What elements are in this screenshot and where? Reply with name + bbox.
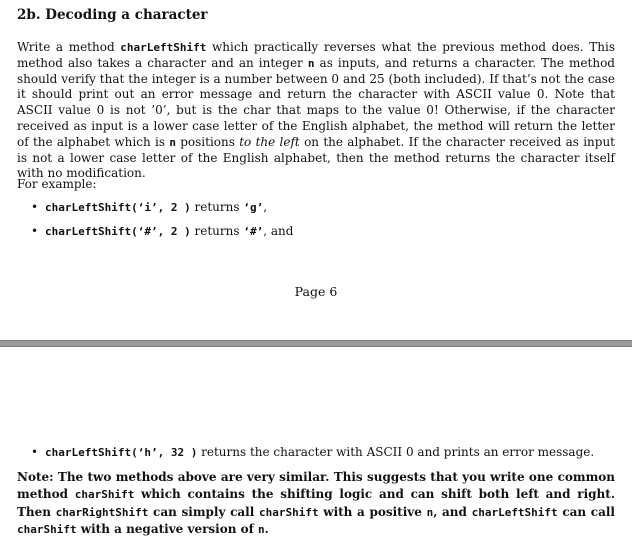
- text: Note: The two methods above are very similar. This suggests that you write one common method: [17, 470, 615, 501]
- text: on the alphabet. If the character received as input is not a lower case letter of the English alphabet, then the method returns the character itself with no modification.: [17, 134, 616, 181]
- code-result: ‘#’: [243, 225, 264, 238]
- text: can simply call: [148, 504, 259, 519]
- note-paragraph: [17, 469, 615, 539]
- text: as inputs, and returns a character. The method should verify that the integer is a number between 0 and 25 (both included). If that’s not the case it should print out an error message and return the character with ASCII value 0. Note that ASCII value 0 is not ’0’, but is the char that maps to the value 0! Otherwise, if the character received as input is a lower case letter of the English alphabet, the method will return the letter of the alphabet which is: [17, 55, 615, 149]
- code-method-name: charLeftShift: [120, 41, 207, 54]
- page-number: Page 6: [294, 284, 338, 299]
- text: which contains the shifting logic and can shift both left and right. Then: [17, 486, 615, 519]
- code-var: n: [307, 56, 315, 70]
- text: , and: [433, 504, 472, 519]
- text: .: [264, 522, 269, 537]
- code-var: n: [169, 135, 176, 149]
- code-method-name: charLeftShift: [471, 505, 558, 519]
- code-method-name: charRightShift: [55, 505, 149, 519]
- code-example: charLeftShift(‘#’, 2 ): [45, 225, 191, 238]
- code-method-name: charShift: [258, 505, 319, 519]
- code-result: ‘g’: [243, 201, 264, 214]
- list-item: [31, 445, 594, 459]
- text: returns: [190, 200, 244, 214]
- bullet-icon: •: [31, 224, 39, 238]
- code-var: n: [257, 523, 265, 537]
- code-example: charLeftShift(‘i’, 2 ): [45, 201, 191, 214]
- text: which practically reverses what the previous method does. This method also takes a character and an integer: [17, 40, 616, 70]
- code-method-name: charShift: [74, 487, 135, 501]
- text: returns the character with ASCII 0 and prints an error message.: [197, 445, 595, 459]
- list-item: [31, 200, 267, 214]
- text: with a negative version of: [76, 522, 258, 537]
- code-example: charLeftShift(‘h’, 32 ): [45, 446, 198, 459]
- code-method-name: charShift: [17, 523, 77, 537]
- page-separator: [0, 340, 632, 347]
- emphasis: to the left: [239, 134, 300, 149]
- description-paragraph: [17, 40, 615, 182]
- section-heading: 2b. Decoding a character: [17, 7, 208, 23]
- text: ,: [263, 200, 268, 214]
- example-label: For example:: [17, 177, 97, 191]
- text: , and: [263, 224, 294, 238]
- list-item: [31, 224, 293, 238]
- text: with a positive: [318, 504, 427, 519]
- text: positions: [175, 134, 240, 149]
- code-var: n: [426, 505, 434, 519]
- bullet-icon: •: [31, 200, 39, 214]
- text: can call: [557, 504, 615, 519]
- text: returns: [190, 224, 244, 238]
- text: Write a method: [17, 40, 121, 54]
- bullet-icon: •: [31, 445, 39, 459]
